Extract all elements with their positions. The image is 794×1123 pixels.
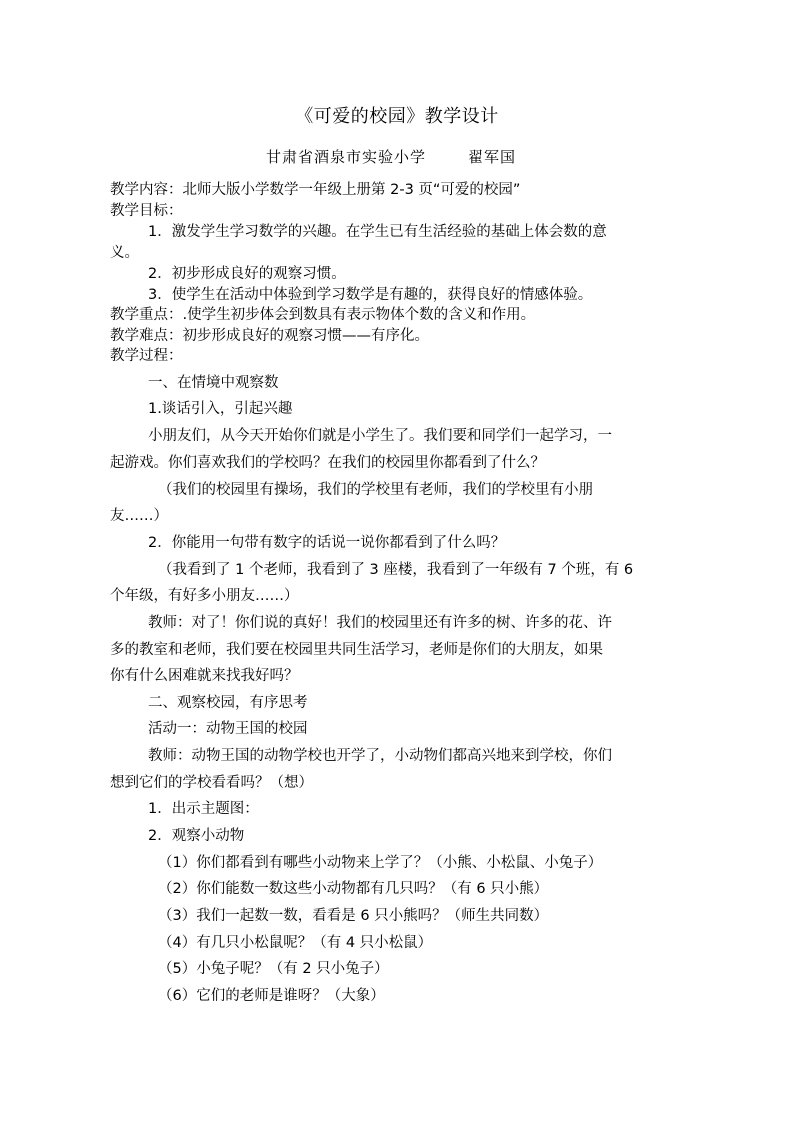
step-1-heading: 1.谈话引入，引起兴趣 bbox=[148, 401, 293, 417]
goal-1-cont: 义。 bbox=[110, 245, 139, 261]
paragraph-line: （我们的校园里有操场，我们的学校里有老师，我们的学校里有小朋 bbox=[158, 482, 593, 498]
author-name: 翟军国 bbox=[468, 148, 517, 166]
goal-2: 2．初步形成良好的观察习惯。 bbox=[148, 266, 346, 282]
paragraph-line: 你有什么困难就来找我好吗？ bbox=[110, 668, 299, 684]
step-2-heading: 2．你能用一句带有数字的话说一说你都看到了什么吗？ bbox=[148, 535, 506, 551]
paragraph-line: 友……） bbox=[110, 508, 168, 524]
list-item: （5）小兔子呢？（有 2 只小兔子） bbox=[158, 961, 389, 977]
paragraph-line: 个年级，有好多小朋友……） bbox=[110, 588, 299, 604]
paragraph-line: 教师：动物王国的动物学校也开学了，小动物们都高兴地来到学校，你们 bbox=[148, 748, 612, 764]
goal-1: 1．激发学生学习数学的兴趣。在学生已有生活经验的基础上体会数的意 bbox=[148, 224, 607, 240]
teaching-process-heading: 教学过程： bbox=[110, 348, 183, 364]
paragraph-line: 多的教室和老师，我们要在校园里共同生活学习，老师是你们的大朋友，如果 bbox=[110, 642, 603, 658]
author-line bbox=[266, 145, 516, 169]
list-item: 2．观察小动物 bbox=[148, 828, 245, 844]
key-point: 教学重点：.使学生初步体会到数具有表示物体个数的含义和作用。 bbox=[110, 307, 536, 323]
goal-3: 3．使学生在活动中体验到学习数学是有趣的，获得良好的情感体验。 bbox=[148, 287, 593, 303]
list-item: （4）有几只小松鼠呢？（有 4 只小松鼠） bbox=[158, 935, 433, 951]
list-item: （3）我们一起数一数，看看是 6 只小熊吗？（师生共同数） bbox=[158, 908, 549, 924]
paragraph-line: 教师：对了！你们说的真好！我们的校园里还有许多的树、许多的花、许 bbox=[148, 615, 612, 631]
list-item: 1．出示主题图： bbox=[148, 801, 259, 817]
paragraph-line: 想到它们的学校看看吗？（想） bbox=[110, 775, 313, 791]
activity-1-heading: 活动一：动物王国的校园 bbox=[148, 721, 308, 737]
teaching-goals-heading: 教学目标： bbox=[110, 203, 183, 219]
document-title: 《可爱的校园》教学设计 bbox=[295, 106, 499, 127]
author-school: 甘肃省酒泉市实验小学 bbox=[266, 148, 427, 166]
paragraph-line: （我看到了 1 个老师，我看到了 3 座楼，我看到了一年级有 7 个班，有 6 bbox=[158, 562, 634, 578]
section-1-heading: 一、在情境中观察数 bbox=[148, 375, 279, 391]
teaching-content: 教学内容：北师大版小学数学一年级上册第 2-3 页“可爱的校园” bbox=[110, 182, 521, 198]
list-item: （1）你们都看到有哪些小动物来上学了？（小熊、小松鼠、小兔子） bbox=[158, 855, 603, 871]
paragraph-line: 小朋友们，从今天开始你们就是小学生了。我们要和同学们一起学习，一 bbox=[148, 428, 612, 444]
difficult-point: 教学难点：初步形成良好的观察习惯——有序化。 bbox=[110, 328, 429, 344]
list-item: （6）它们的老师是谁呀？（大象） bbox=[158, 988, 385, 1004]
section-2-heading: 二、观察校园，有序思考 bbox=[148, 695, 308, 711]
list-item: （2）你们能数一数这些小动物都有几只吗？（有 6 只小熊） bbox=[158, 881, 549, 897]
paragraph-line: 起游戏。你们喜欢我们的学校吗？在我们的校园里你都看到了什么？ bbox=[110, 455, 545, 471]
